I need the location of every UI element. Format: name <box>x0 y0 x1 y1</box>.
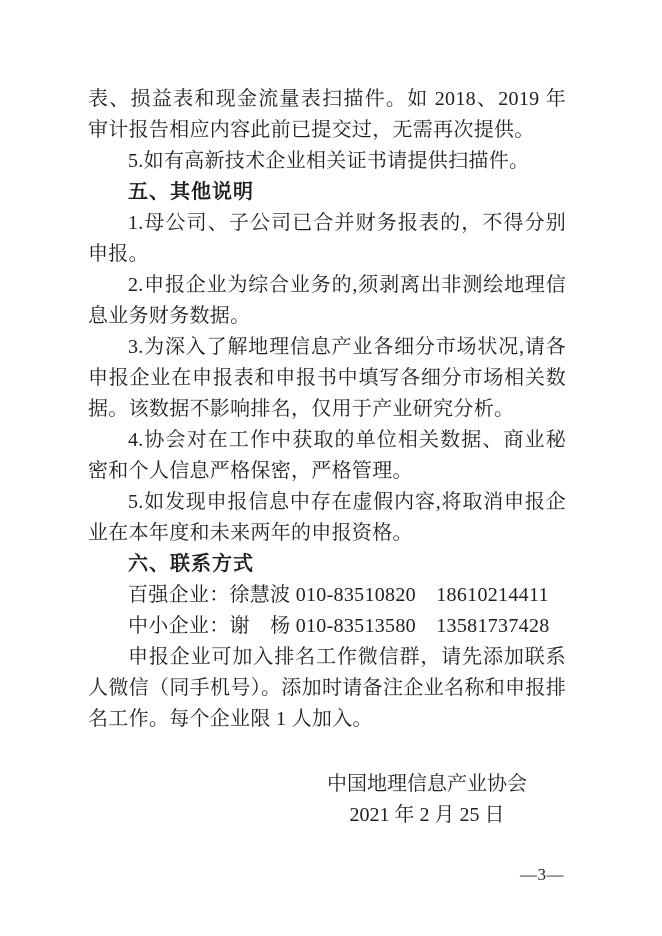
document-body <box>88 84 566 735</box>
paragraph-note-1: 1.母公司、子公司已合并财务报表的，不得分别申报。 <box>88 212 566 265</box>
paragraph-note-2: 2.申报企业为综合业务的,须剥离出非测绘地理信息业务财务数据。 <box>88 274 566 327</box>
paragraph-note-4: 4.协会对在工作中获取的单位相关数据、商业秘密和个人信息严格保密，严格管理。 <box>88 429 566 482</box>
page-number: —3— <box>520 865 564 884</box>
section-heading-contact-info: 六、联系方式 <box>128 553 254 575</box>
paragraph-note-5: 5.如发现申报信息中存在虚假内容,将取消申报企业在本年度和未来两年的申报资格。 <box>88 491 566 544</box>
paragraph-continuation: 表、损益表和现金流量表扫描件。如 2018、2019 年审计报告相应内容此前已提交过，无需再次提供。 <box>88 88 566 141</box>
signature-date: 2021 年 2 月 25 日 <box>349 804 505 826</box>
signature-block <box>192 769 662 831</box>
paragraph-item-5-certificates: 5.如有高新技术企业相关证书请提供扫描件。 <box>128 150 530 172</box>
contact-line-top100: 百强企业：徐慧波 010-83510820 18610214411 <box>128 584 549 606</box>
signature-organization: 中国地理信息产业协会 <box>327 773 527 795</box>
paragraph-note-3: 3.为深入了解地理信息产业各细分市场状况,请各申报企业在申报表和申报书中填写各细分市场相关数据。该数据不影响排名，仅用于产业研究分析。 <box>88 336 566 420</box>
section-heading-other-notes: 五、其他说明 <box>128 181 254 203</box>
contact-line-sme: 中小企业：谢 杨 010-83513580 13581737428 <box>128 615 550 637</box>
paragraph-wechat-group: 申报企业可加入排名工作微信群，请先添加联系人微信（同手机号）。添加时请备注企业名称和申报排名工作。每个企业限 1 人加入。 <box>88 646 566 730</box>
